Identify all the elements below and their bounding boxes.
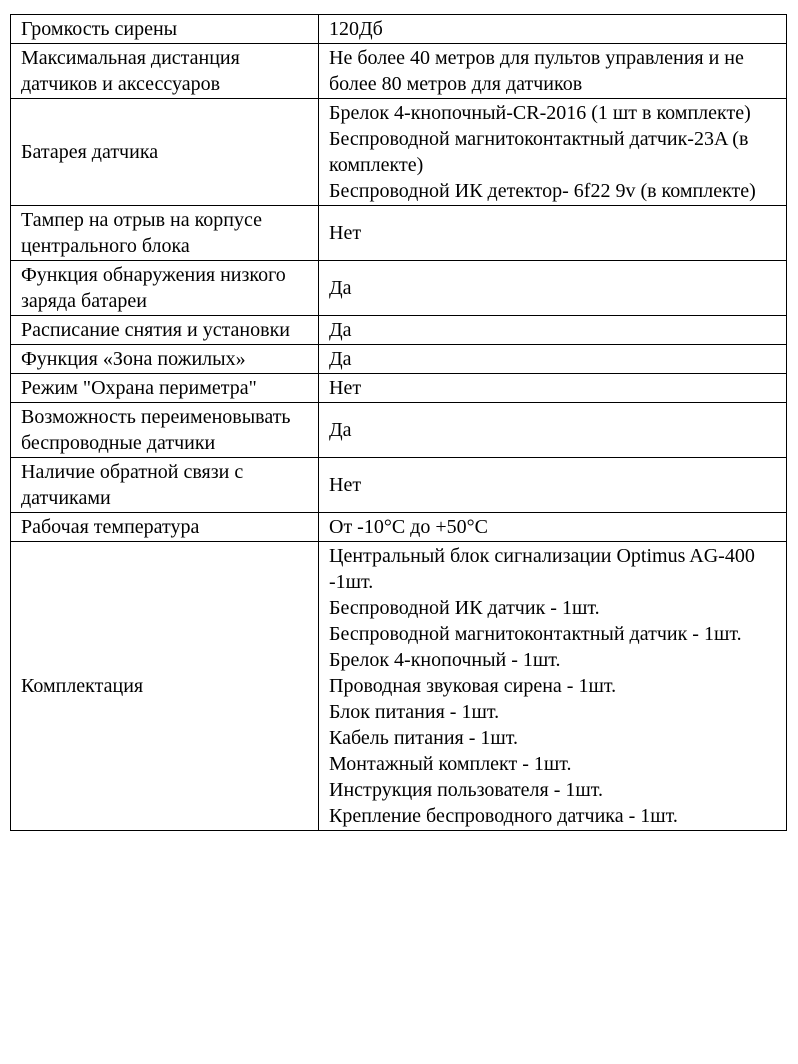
table-row <box>11 44 787 99</box>
spec-value-line: Центральный блок сигнализации Optimus AG-400 -1шт. <box>329 545 755 593</box>
table-row <box>11 513 787 542</box>
spec-label: Тампер на отрыв на корпусе центрального блока <box>11 206 319 261</box>
spec-table <box>10 14 787 831</box>
spec-label: Комплектация <box>11 542 319 831</box>
spec-label: Максимальная дистанция датчиков и аксессуаров <box>11 44 319 99</box>
spec-value: Нет <box>319 458 787 513</box>
spec-value: Да <box>319 345 787 374</box>
table-row <box>11 316 787 345</box>
spec-label: Функция «Зона пожилых» <box>11 345 319 374</box>
table-row <box>11 542 787 831</box>
spec-label: Громкость сирены <box>11 15 319 44</box>
spec-value-line: Беспроводной магнитоконтактный датчик-23A (в комплекте) <box>329 128 749 176</box>
spec-value: Нет <box>319 206 787 261</box>
spec-value-line: Кабель питания - 1шт. <box>329 727 519 749</box>
spec-value-line: Инструкция пользователя - 1шт. <box>329 779 604 801</box>
spec-value: Не более 40 метров для пультов управления и не более 80 метров для датчиков <box>319 44 787 99</box>
spec-value: 120Дб <box>319 15 787 44</box>
table-row <box>11 15 787 44</box>
spec-value-line: Беспроводной магнитоконтактный датчик - 1шт. <box>329 623 742 645</box>
table-row <box>11 261 787 316</box>
spec-value-list <box>319 542 787 831</box>
table-row <box>11 374 787 403</box>
spec-value-line: Брелок 4-кнопочный-CR-2016 (1 шт в комплекте) <box>329 102 751 124</box>
spec-label: Функция обнаружения низкого заряда батареи <box>11 261 319 316</box>
spec-value: Да <box>319 316 787 345</box>
spec-value-line: Беспроводной ИК детектор- 6f22 9v (в комплекте) <box>329 180 756 202</box>
spec-label: Расписание снятия и установки <box>11 316 319 345</box>
table-row <box>11 99 787 206</box>
spec-value: Нет <box>319 374 787 403</box>
spec-value: От -10°C до +50°C <box>319 513 787 542</box>
spec-value-line: Брелок 4-кнопочный - 1шт. <box>329 649 561 671</box>
spec-label: Батарея датчика <box>11 99 319 206</box>
spec-value-line: Беспроводной ИК датчик - 1шт. <box>329 597 600 619</box>
spec-value-list <box>319 99 787 206</box>
table-row <box>11 458 787 513</box>
spec-value-line: Монтажный комплект - 1шт. <box>329 753 572 775</box>
spec-value-line: Проводная звуковая сирена - 1шт. <box>329 675 617 697</box>
spec-label: Наличие обратной связи с датчиками <box>11 458 319 513</box>
spec-value: Да <box>319 261 787 316</box>
spec-label: Возможность переименовывать беспроводные датчики <box>11 403 319 458</box>
table-row <box>11 403 787 458</box>
spec-label: Рабочая температура <box>11 513 319 542</box>
spec-label: Режим "Охрана периметра" <box>11 374 319 403</box>
table-row <box>11 206 787 261</box>
table-row <box>11 345 787 374</box>
spec-value-line: Блок питания - 1шт. <box>329 701 500 723</box>
spec-value: Да <box>319 403 787 458</box>
spec-value-line: Крепление беспроводного датчика - 1шт. <box>329 805 678 827</box>
